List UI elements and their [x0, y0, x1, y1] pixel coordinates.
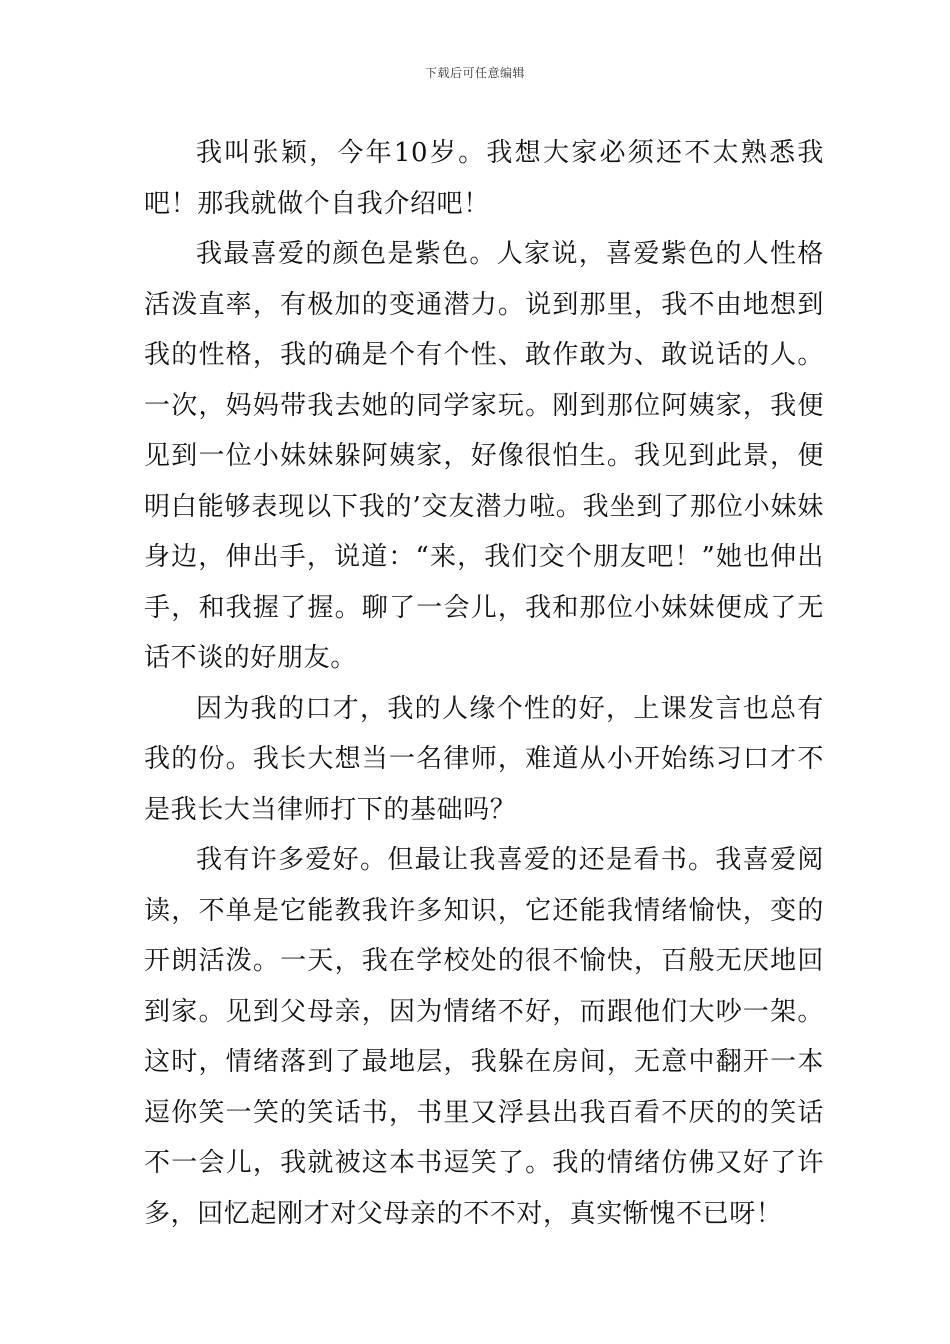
- essay-body: [144, 128, 824, 1239]
- paragraph-eloquence: 因为我的口才，我的人缘个性的好，上课发言也总有我的份。我长大想当一名律师，难道从小开始练习口才不是我长大当律师打下的基础吗？: [144, 693, 824, 825]
- paragraph-intro: 我叫张颖，今年10岁。我想大家必须还不太熟悉我吧！那我就做个自我介绍吧！: [144, 138, 824, 219]
- page-header: 下载后可任意编辑: [424, 66, 525, 80]
- paragraph-reading: 我有许多爱好。但最让我喜爱的还是看书。我喜爱阅读，不单是它能教我许多知识，它还能我情绪愉快，变的开朗活泼。一天，我在学校处的很不愉快，百般无厌地回到家。见到父母亲，因为情绪不好，而跟他们大吵一架。这时，情绪落到了最地层，我躲在房间，无意中翻开一本逗你笑一笑的笑话书，书里又浮县出我百看不厌的的笑话不一会儿，我就被这本书逗笑了。我的情绪仿佛又好了许多，回忆起刚才对父母亲的不不对，真实惭愧不已呀！: [144, 845, 824, 1229]
- paragraph-favorite-color: 我最喜爱的颜色是紫色。人家说，喜爱紫色的人性格活泼直率，有极加的变通潜力。说到那里，我不由地想到我的性格，我的确是个有个性、敢作敢为、敢说话的人。一次，妈妈带我去她的同学家玩。刚到那位阿姨家，我便见到一位小妹妹躲阿姨家，好像很怕生。我见到此景，便明白能够表现以下我的’交友潜力啦。我坐到了那位小妹妹身边，伸出手，说道：“来，我们交个朋友吧！”她也伸出手，和我握了握。聊了一会儿，我和那位小妹妹便成了无话不谈的好朋友。: [144, 239, 824, 673]
